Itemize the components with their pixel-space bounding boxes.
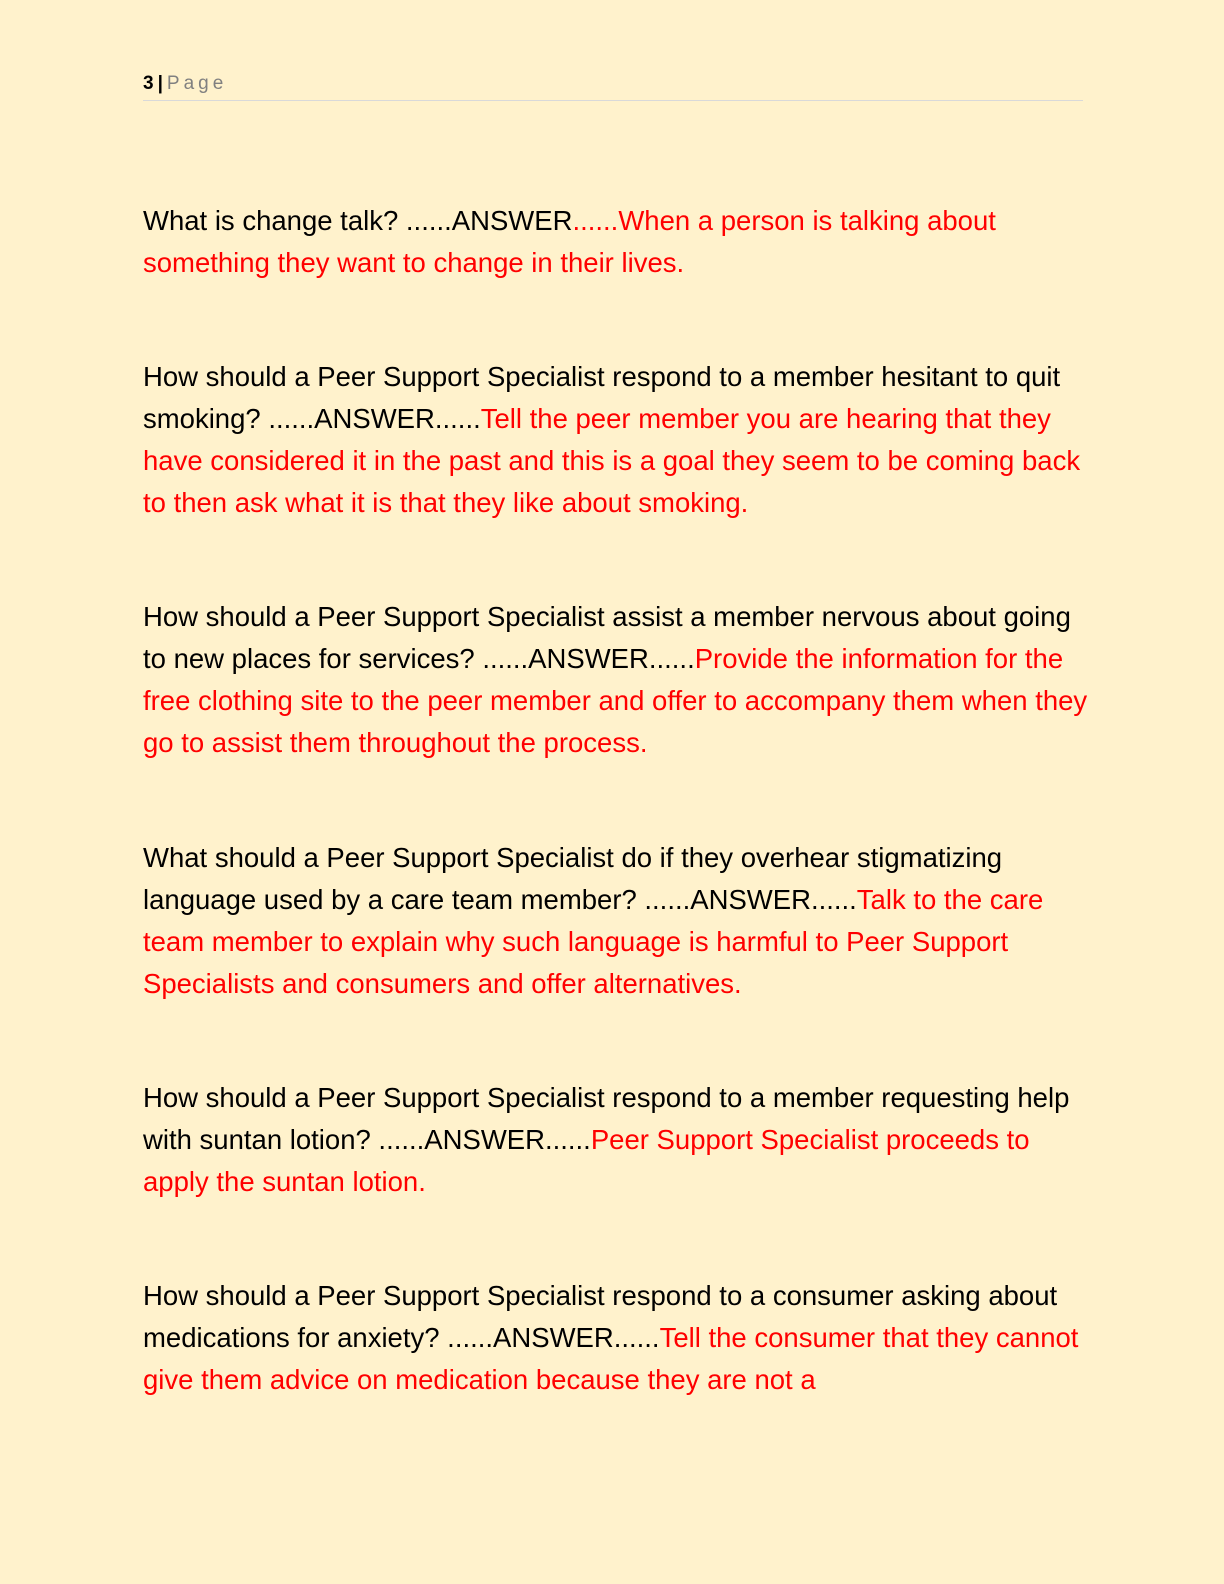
answer-text: Peer Support Specialist proceeds to apply the suntan lotion. bbox=[143, 1124, 1030, 1197]
question-text: How should a Peer Support Specialist assist a member nervous about going to new places for services? ......ANSWER...... bbox=[143, 601, 1071, 674]
header-separator: | bbox=[157, 73, 163, 94]
page-number: 3 bbox=[143, 73, 154, 94]
question-text: How should a Peer Support Specialist respond to a member requesting help with suntan lotion? ......ANSWER...... bbox=[143, 1082, 1070, 1155]
answer-text: Talk to the care team member to explain why such language is harmful to Peer Support Specialists and consumers and offer alternatives. bbox=[143, 884, 1044, 999]
question-text: What is change talk? ......ANSWER bbox=[143, 205, 573, 236]
qa-item bbox=[143, 356, 1088, 524]
page-label: Page bbox=[166, 73, 228, 94]
qa-item bbox=[143, 1275, 1088, 1401]
answer-text: When a person is talking about something they want to change in their lives. bbox=[143, 205, 996, 278]
answer-text: Tell the consumer that they cannot give them advice on medication because they are not a bbox=[143, 1322, 1079, 1395]
answer-text: Tell the peer member you are hearing that they have considered it in the past and this is a goal they seem to be coming back to then ask what it is that they like about smoking. bbox=[143, 403, 1081, 518]
answer-dots: ...... bbox=[572, 205, 619, 236]
qa-item bbox=[143, 596, 1088, 764]
page-header bbox=[143, 72, 1083, 101]
question-text: How should a Peer Support Specialist respond to a consumer asking about medications for anxiety? ......ANSWER...... bbox=[143, 1280, 1058, 1353]
question-text: How should a Peer Support Specialist respond to a member hesitant to quit smoking? ......ANSWER...... bbox=[143, 361, 1061, 434]
qa-item bbox=[143, 1077, 1088, 1203]
answer-text: Provide the information for the free clothing site to the peer member and offer to accompany them when they go to assist them throughout the process. bbox=[143, 643, 1088, 758]
qa-item bbox=[143, 837, 1088, 1005]
qa-item bbox=[143, 200, 1088, 284]
question-text: What should a Peer Support Specialist do if they overhear stigmatizing language used by a care team member? ......ANSWER...... bbox=[143, 842, 1003, 915]
